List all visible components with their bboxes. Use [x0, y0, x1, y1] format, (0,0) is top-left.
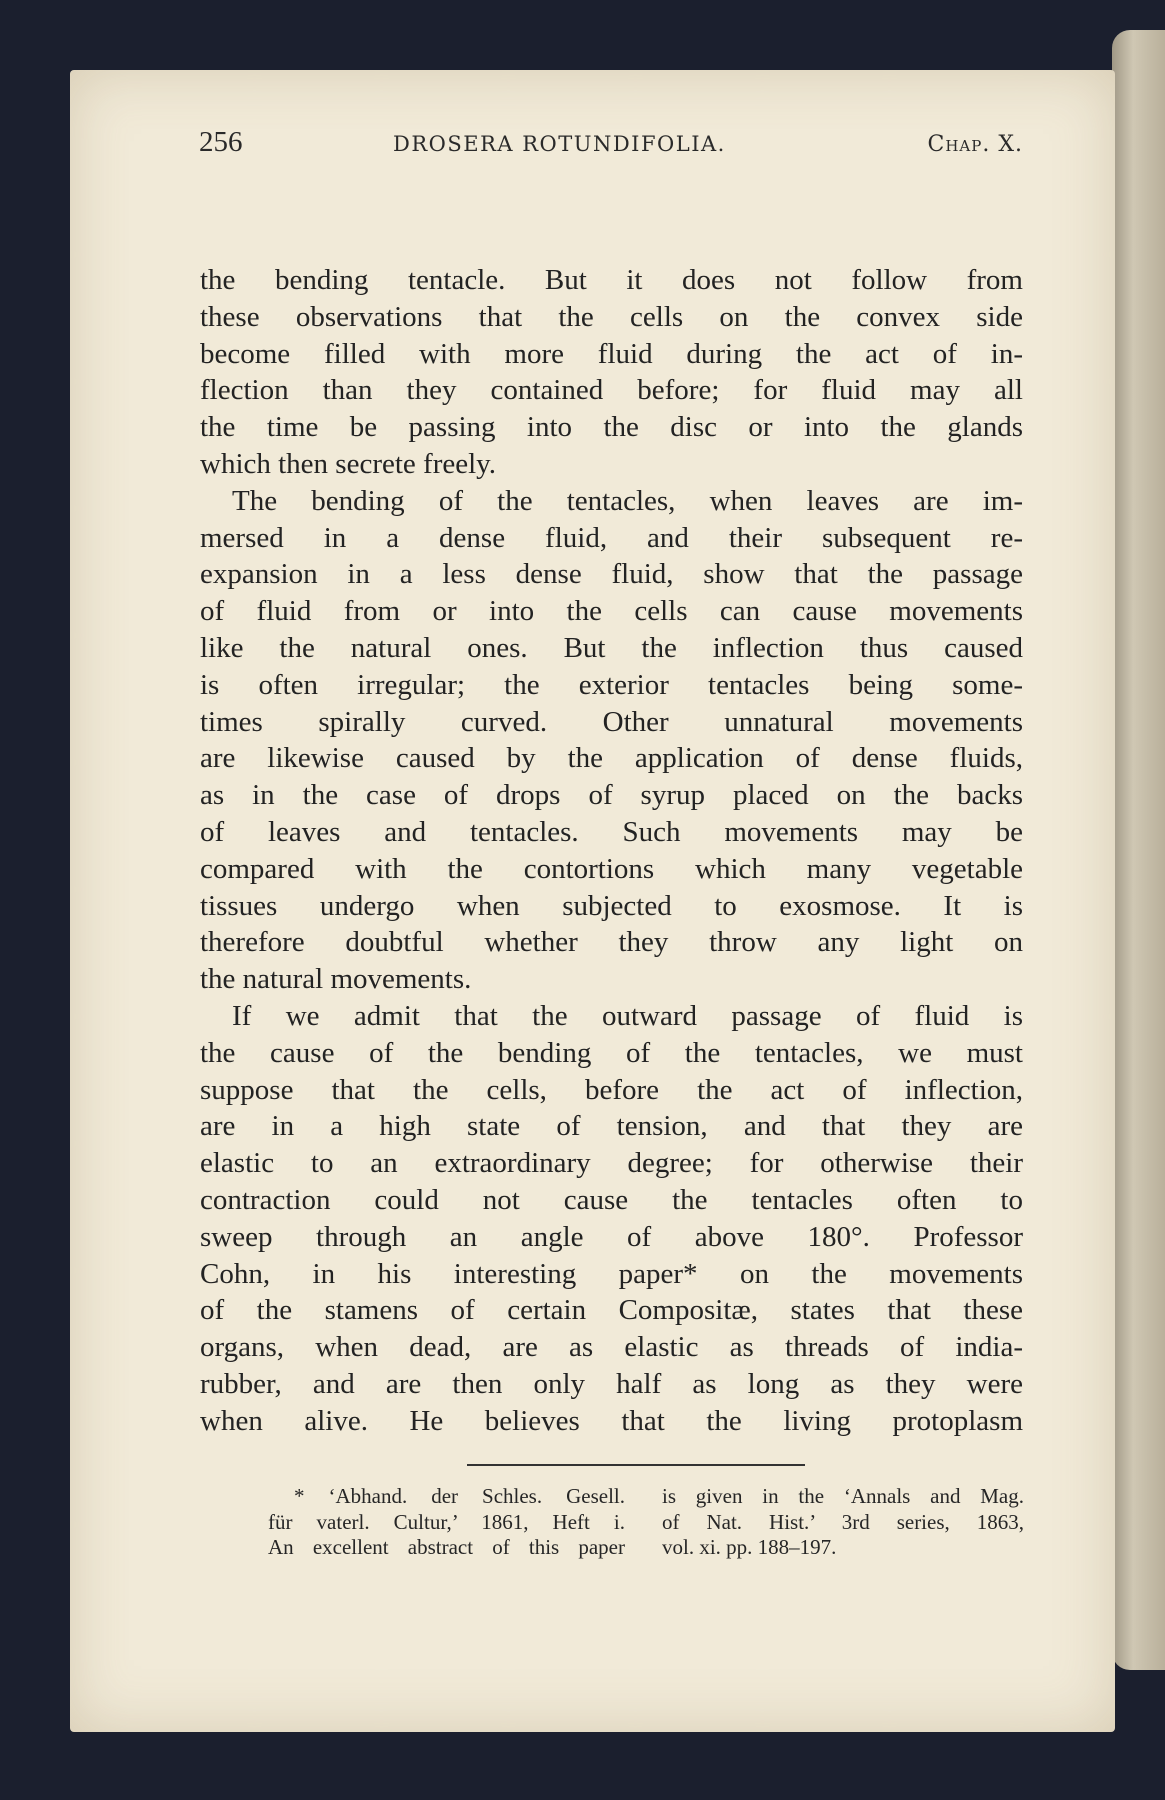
chapter-label: Chap. X. [927, 132, 1023, 157]
text-line: sweep through an angle of above 180°. Professor [200, 1220, 1023, 1253]
text-line: suppose that the cells, before the act of inflection, [200, 1073, 1023, 1106]
footnote-line: * ‘Abhand. der Schles. Gesell. [294, 1484, 625, 1508]
text-line: of the stamens of certain Compositæ, states that these [200, 1294, 1023, 1327]
text-line: times spirally curved. Other unnatural movements [200, 705, 1023, 738]
text-line: these observations that the cells on the convex side [200, 300, 1023, 333]
adjacent-page-edge [1112, 30, 1165, 1670]
text-line: organs, when dead, are as elastic as threads of india- [200, 1331, 1023, 1364]
text-line: are likewise caused by the application of dense fluids, [200, 742, 1023, 775]
running-head [199, 126, 1023, 166]
footnote-left-column [268, 1484, 625, 1561]
text-line: tissues undergo when subjected to exosmose. It is [200, 889, 1023, 922]
text-line: are in a high state of tension, and that they are [200, 1110, 1023, 1143]
footnote-line: An excellent abstract of this paper [268, 1535, 625, 1559]
text-line: If we admit that the outward passage of fluid is [232, 999, 1023, 1032]
text-line: like the natural ones. But the inflection thus caused [200, 631, 1023, 664]
text-line: when alive. He believes that the living protoplasm [200, 1404, 1023, 1437]
footnote-rule [467, 1464, 805, 1466]
text-line: become filled with more fluid during the act of in- [200, 337, 1023, 370]
text-line: flection than they contained before; for fluid may all [200, 374, 1023, 407]
footnote-line: is given in the ‘Annals and Mag. [662, 1484, 1024, 1508]
text-line: as in the case of drops of syrup placed on the backs [200, 779, 1023, 812]
text-line: contraction could not cause the tentacles often to [200, 1183, 1023, 1216]
text-line: mersed in a dense fluid, and their subsequent re- [200, 521, 1023, 554]
footnote-right-column [662, 1484, 1024, 1561]
footnote-line: of Nat. Hist.’ 3rd series, 1863, [662, 1509, 1024, 1534]
text-line: is often irregular; the exterior tentacles being some- [200, 668, 1023, 701]
text-line: Cohn, in his interesting paper* on the movements [200, 1257, 1023, 1290]
text-line: the bending tentacle. But it does not follow from [200, 264, 1023, 296]
footnote-line: für vaterl. Cultur,’ 1861, Heft i. [268, 1509, 625, 1534]
text-line: of leaves and tentacles. Such movements may be [200, 815, 1023, 848]
text-line: which then secrete freely. [200, 447, 497, 480]
text-line: The bending of the tentacles, when leaves are im- [232, 484, 1023, 517]
page-number: 256 [199, 126, 243, 158]
text-line: elastic to an extraordinary degree; for otherwise their [200, 1147, 1023, 1180]
text-line: therefore doubtful whether they throw any light on [200, 926, 1023, 959]
text-line: rubber, and are then only half as long as they were [200, 1367, 1023, 1400]
text-line: expansion in a less dense fluid, show that the passage [200, 558, 1023, 591]
footnote-line: vol. xi. pp. 188–197. [662, 1535, 837, 1559]
body-text [200, 262, 1023, 1440]
text-line: compared with the contortions which many vegetable [200, 852, 1023, 885]
running-title: DROSERA ROTUNDIFOLIA. [393, 132, 726, 156]
text-line: the natural movements. [200, 963, 472, 996]
text-line: of fluid from or into the cells can cause movements [200, 595, 1023, 628]
text-line: the time be passing into the disc or into the glands [200, 411, 1023, 444]
text-line: the cause of the bending of the tentacles, we must [200, 1036, 1023, 1069]
